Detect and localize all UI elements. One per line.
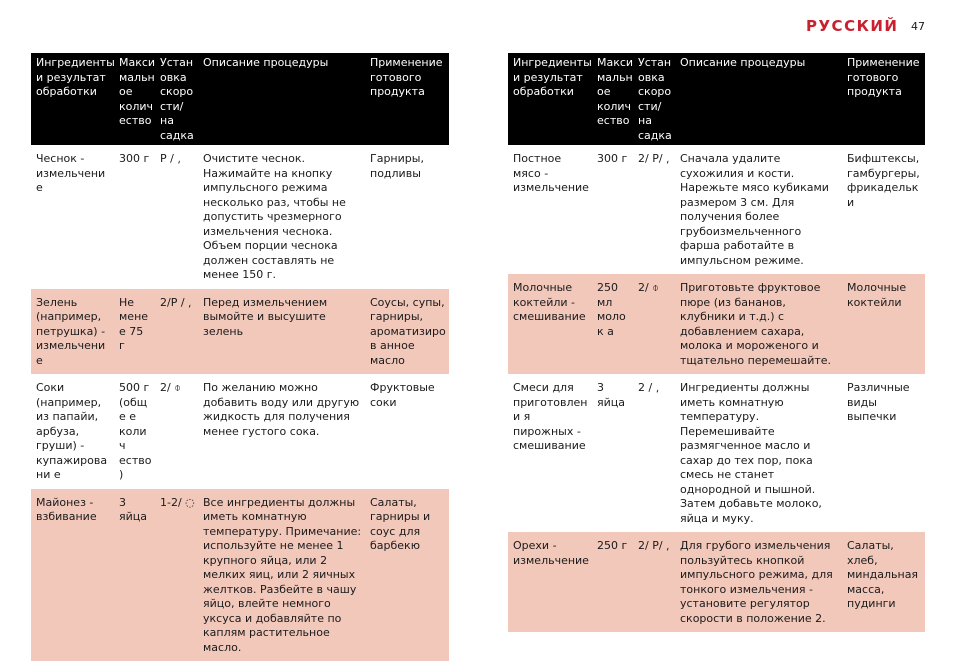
- cell-procedure: Для грубого измельчения пользуйтесь кнопкой импульсного режима, для тонкого измельчения - установите регулятор скорости в положение 2.: [675, 532, 842, 632]
- cell-usage: Бифштексы, гамбургеры, фрикадельки: [842, 145, 925, 274]
- section-language-title: РУССКИЙ: [806, 17, 899, 35]
- cell-setting: P / ⸲: [155, 145, 198, 289]
- cell-setting: 2 / ⸲: [633, 374, 675, 532]
- header-ingredients: Ингредиенты и результат обработки: [508, 53, 592, 145]
- cell-usage: Фруктовые соки: [365, 374, 449, 489]
- cell-usage: Соусы, супы, гарниры, ароматизиров анное масло: [365, 289, 449, 375]
- table-row: [31, 289, 449, 375]
- table-row: [508, 374, 925, 532]
- header-max-quantity: Макси мальн ое колич ество: [592, 53, 633, 145]
- header-ingredients: Ингредиенты и результат обработки: [31, 53, 114, 145]
- cell-procedure: Приготовьте фруктовое пюре (из бананов, клубники и т.д.) с добавлением сахара, молока и мороженого и тщательно перемешайте.: [675, 274, 842, 374]
- cell-procedure: Сначала удалите сухожилия и кости. Нарежьте мясо кубиками размером 3 см. Для получения более грубоизмельченного фарша работайте в импульсном режиме.: [675, 145, 842, 274]
- cell-setting: 2/P / ⸲: [155, 289, 198, 375]
- table-row: [508, 274, 925, 374]
- header-procedure: Описание процедуры: [675, 53, 842, 145]
- cell-ingredient: Постное мясо - измельчение: [508, 145, 592, 274]
- cell-setting: 1-2/ ◌: [155, 489, 198, 662]
- cell-quantity: 300 г: [114, 145, 155, 289]
- procedure-table-right: [508, 53, 925, 632]
- cell-usage: Молочные коктейли: [842, 274, 925, 374]
- table-header-row: [508, 53, 925, 145]
- header-max-quantity: Макси мальн ое колич ество: [114, 53, 155, 145]
- cell-procedure: По желанию можно добавить воду или другую жидкость для получения менее густого сока.: [198, 374, 365, 489]
- procedure-table-left: [31, 53, 449, 661]
- cell-quantity: 300 г: [592, 145, 633, 274]
- cell-quantity: Не менее 75 г: [114, 289, 155, 375]
- cell-ingredient: Чеснок - измельчение: [31, 145, 114, 289]
- cell-setting: 2/ ⌽: [633, 274, 675, 374]
- header-procedure: Описание процедуры: [198, 53, 365, 145]
- cell-quantity: 3 яйца: [592, 374, 633, 532]
- header-usage: Применение готового продукта: [365, 53, 449, 145]
- cell-usage: Салаты, гарниры и соус для барбекю: [365, 489, 449, 662]
- cell-procedure: Перед измельчением вымойте и высушите зелень: [198, 289, 365, 375]
- cell-procedure: Ингредиенты должны иметь комнатную температуру. Перемешивайте размягченное масло и сахар до тех пор, пока смесь не станет однородной и пышной. Затем добавьте молоко, яйца и муку.: [675, 374, 842, 532]
- cell-ingredient: Зелень (например, петрушка) - измельчение: [31, 289, 114, 375]
- cell-ingredient: Молочные коктейли - смешивание: [508, 274, 592, 374]
- cell-quantity: 500 г (обще е колич ество ): [114, 374, 155, 489]
- cell-usage: Салаты, хлеб, миндальная масса, пудинги: [842, 532, 925, 632]
- cell-procedure: Очистите чеснок. Нажимайте на кнопку импульсного режима несколько раз, чтобы не допустить чрезмерного измельчения чеснока. Объем порции чеснока должен составлять не менее 150 г.: [198, 145, 365, 289]
- table-row: [31, 145, 449, 289]
- cell-ingredient: Соки (например, из папайи, арбуза, груши) - купажировани е: [31, 374, 114, 489]
- table-header-row: [31, 53, 449, 145]
- page-number: 47: [911, 20, 925, 33]
- header-speed-setting: Устан овка скоро сти/на садка: [633, 53, 675, 145]
- cell-quantity: 250 г: [592, 532, 633, 632]
- table-row: [508, 145, 925, 274]
- table-row: [508, 532, 925, 632]
- cell-quantity: 3 яйца: [114, 489, 155, 662]
- header-usage: Применение готового продукта: [842, 53, 925, 145]
- cell-usage: Различные виды выпечки: [842, 374, 925, 532]
- cell-setting: 2/ P/ ⸲: [633, 145, 675, 274]
- cell-procedure: Все ингредиенты должны иметь комнатную температуру. Примечание: используйте не менее 1 крупного яйца, или 2 мелких яиц, или 2 яичных желтков. Разбейте в чашу яйцо, влейте немного уксуса и добавляйте по каплям растительное масло.: [198, 489, 365, 662]
- cell-usage: Гарниры, подливы: [365, 145, 449, 289]
- table-row: [31, 374, 449, 489]
- cell-setting: 2/ ⌽: [155, 374, 198, 489]
- cell-ingredient: Смеси для приготовлени я пирожных - смешивание: [508, 374, 592, 532]
- cell-setting: 2/ P/ ⸲: [633, 532, 675, 632]
- table-row: [31, 489, 449, 662]
- header-speed-setting: Устан овка скоро сти/на садка: [155, 53, 198, 145]
- cell-ingredient: Орехи - измельчение: [508, 532, 592, 632]
- cell-quantity: 250 мл молок а: [592, 274, 633, 374]
- cell-ingredient: Майонез - взбивание: [31, 489, 114, 662]
